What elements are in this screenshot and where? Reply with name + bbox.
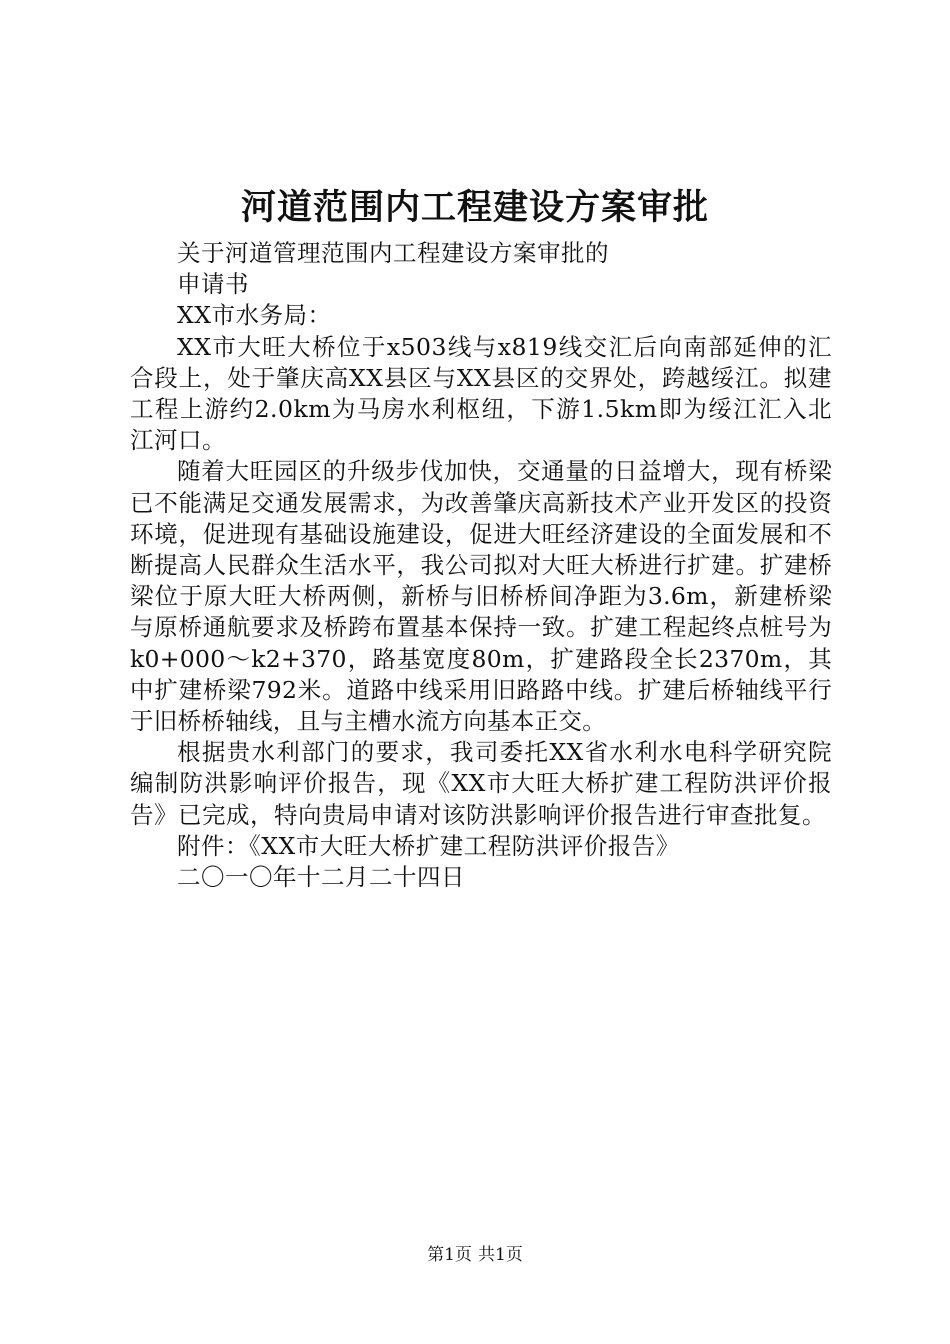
document-title: 河道范围内工程建设方案审批 bbox=[240, 188, 709, 228]
paragraph-request: 根据贵水利部门的要求，我司委托XX省水利水电科学研究院编制防洪影响评价报告，现《XX市大旺大桥扩建工程防洪评价报告》已完成，特向贵局申请对该防洪影响评价报告进行审查批复。 bbox=[130, 738, 832, 829]
subject-line: 关于河道管理范围内工程建设方案审批的 bbox=[177, 239, 609, 267]
page-total: 共1页 bbox=[478, 1245, 523, 1265]
paragraph-location: XX市大旺大桥位于x503线与x819线交汇后向南部延伸的汇合段上，处于肇庆高XX县区与XX县区的交界处，跨越绥江。拟建工程上游约2.0km为马房水利枢纽，下游1.5km即为绥江汇入北江河口。 bbox=[130, 332, 832, 455]
attachment-line: 附件：《XX市大旺大桥扩建工程防洪评价报告》 bbox=[177, 831, 680, 860]
subject-line-continued: 申请书 bbox=[177, 270, 249, 299]
page-number: 第1页 bbox=[427, 1245, 472, 1265]
page-footer bbox=[0, 1244, 950, 1266]
date-line: 二〇一〇年十二月二十四日 bbox=[177, 863, 465, 892]
paragraph-project: 随着大旺园区的升级步伐加快，交通量的日益增大，现有桥梁已不能满足交通发展需求，为改善肇庆高新技术产业开发区的投资环境，促进现有基础设施建设，促进大旺经济建设的全面发展和不断提高人民群众生活水平，我公司拟对大旺大桥进行扩建。扩建桥梁位于原大旺大桥两侧，新桥与旧桥桥间净距为3.6m，新建桥梁与原桥通航要求及桥跨布置基本保持一致。扩建工程起终点桩号为k0+000～k2+370，路基宽度80m，扩建路段全长2370m，其中扩建桥梁792米。道路中线采用旧路路中线。扩建后桥轴线平行于旧桥桥轴线，且与主槽水流方向基本正交。 bbox=[130, 457, 832, 736]
document-body bbox=[130, 238, 832, 893]
recipient-line: XX市水务局： bbox=[177, 301, 332, 330]
